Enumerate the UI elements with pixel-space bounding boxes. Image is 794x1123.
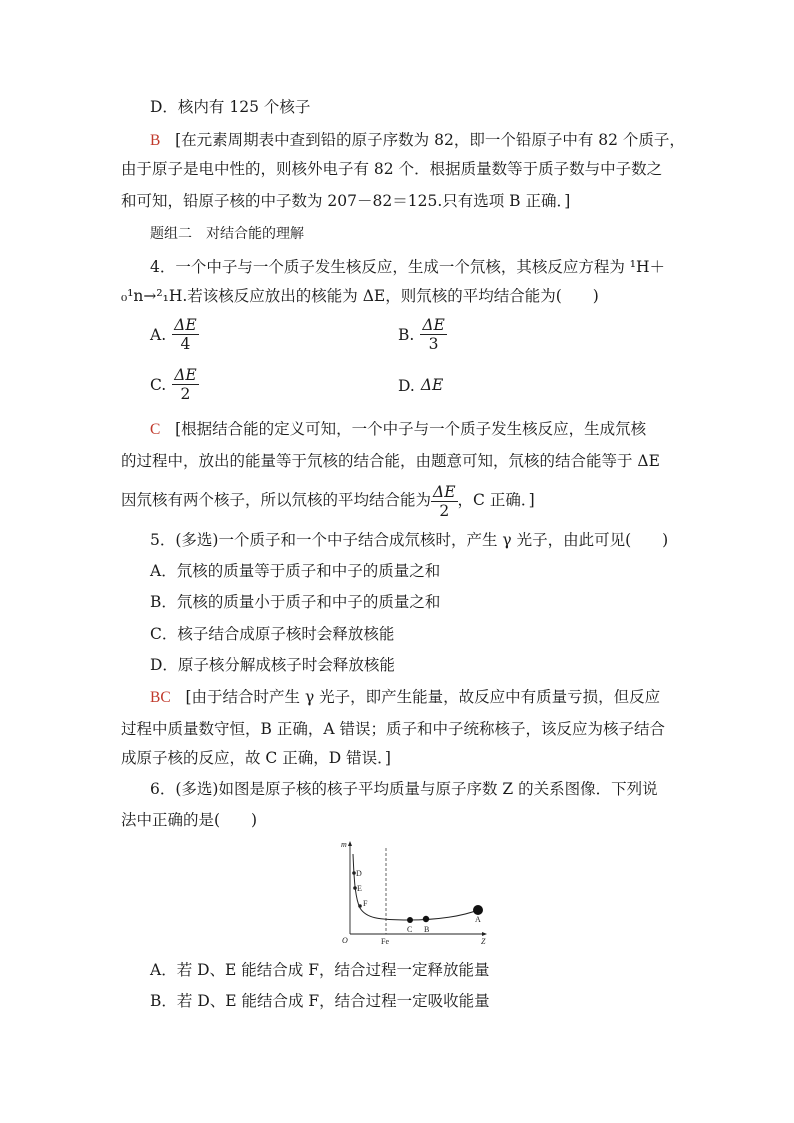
q4-expl-text3b: ，C 正确．] <box>457 491 535 509</box>
q4-expl-fraction <box>431 483 458 520</box>
q4-option-a-label: A. <box>150 325 167 344</box>
fe-label: Fe <box>381 937 389 946</box>
q3-answer-letter: B <box>150 132 161 149</box>
q3-explanation-line3: 和可知，铅原子核的中子数为 207－82＝125.只有选项 B 正确．] <box>121 192 571 210</box>
q5-answer-letter: BC <box>150 689 171 706</box>
q3-explanation-line2: 由于原子是电中性的，则核外电子有 82 个．根据质量数等于质子数与中子数之 <box>121 160 663 178</box>
q5-explanation-line1 <box>150 686 660 709</box>
q4-option-b-num: ΔE <box>422 316 445 334</box>
average-mass-curve <box>353 854 478 920</box>
q4-answer-letter: C <box>150 421 161 438</box>
q5-expl-text1: [由于结合时产生 γ 光子，即产生能量，故反应中有质量亏损，但反应 <box>185 688 661 706</box>
q4-option-b-den: 3 <box>428 335 439 353</box>
label-b: B <box>424 925 430 934</box>
q5-option-b: B．氘核的质量小于质子和中子的质量之和 <box>150 593 441 611</box>
q6-stem-line1: 6．(多选)如图是原子核的核子平均质量与原子序数 Z 的关系图像．下列说 <box>150 780 658 798</box>
point-a <box>473 905 483 915</box>
q4-option-d-label: D. <box>398 377 415 395</box>
q4-option-c-num: ΔE <box>174 366 197 384</box>
q4-option-b-label: B. <box>398 325 415 344</box>
q5-explanation-line3: 成原子核的反应，故 C 正确，D 错误．] <box>121 749 391 767</box>
q4-explanation-line3 <box>121 480 535 520</box>
q4-option-c-den: 2 <box>180 385 191 403</box>
q5-option-c: C．核子结合成原子核时会释放核能 <box>150 625 395 643</box>
point-b <box>423 916 429 922</box>
y-axis-arrow <box>348 841 352 846</box>
q4-explanation-line1 <box>150 418 646 441</box>
q4-option-c-fraction <box>172 366 199 403</box>
label-a: A <box>475 915 481 924</box>
q4-stem-line1: 4．一个中子与一个质子发生核反应，生成一个氘核，其核反应方程为 ¹H＋ <box>150 258 666 276</box>
y-axis-label: m <box>341 840 347 849</box>
x-axis-arrow <box>482 932 487 936</box>
q3-option-d: D．核内有 125 个核子 <box>150 98 311 116</box>
q3-expl-text1: [在元素周期表中查到铅的原子序数为 82，即一个铅原子中有 82 个质子， <box>175 131 685 149</box>
q4-stem-line2: ₀¹n→²₁H.若该核反应放出的核能为 ΔE，则氘核的平均结合能为( ) <box>121 287 599 305</box>
label-e: E <box>357 884 362 893</box>
section-heading-group2: 题组二 对结合能的理解 <box>150 226 304 242</box>
point-c <box>407 917 413 923</box>
q4-option-c <box>150 366 199 403</box>
q4-option-c-label: C. <box>150 375 167 394</box>
q4-expl-text3a: 因氘核有两个核子，所以氘核的平均结合能为 <box>121 491 432 509</box>
q4-option-a-num: ΔE <box>174 316 197 334</box>
q4-expl-text1: [根据结合能的定义可知，一个中子与一个质子发生核反应，生成氘核 <box>175 420 647 438</box>
q4-expl-frac-den: 2 <box>439 501 450 520</box>
q4-option-a-fraction <box>172 316 199 353</box>
q5-option-a: A．氘核的质量等于质子和中子的质量之和 <box>150 562 441 580</box>
q4-expl-frac-num: ΔE <box>433 482 456 501</box>
x-axis-label: Z <box>481 937 486 946</box>
origin-label: O <box>342 936 348 945</box>
q4-option-a <box>150 316 199 353</box>
q5-stem: 5．(多选)一个质子和一个中子结合成氘核时，产生 γ 光子，由此可见( ) <box>150 531 669 549</box>
q4-explanation-line2: 的过程中，放出的能量等于氘核的结合能，由题意可知，氘核的结合能等于 ΔE <box>121 452 660 470</box>
q6-option-b: B．若 D、E 能结合成 F，结合过程一定吸收能量 <box>150 992 490 1010</box>
label-f: F <box>363 899 368 908</box>
q4-option-b-fraction <box>420 316 447 353</box>
point-f <box>358 904 362 908</box>
q4-option-b <box>398 316 447 353</box>
q3-explanation-line1 <box>150 129 685 152</box>
q6-stem-line2: 法中正确的是( ) <box>121 811 258 829</box>
q5-explanation-line2: 过程中质量数守恒，B 正确，A 错误；质子和中子统称核子，该反应为核子结合 <box>121 720 665 738</box>
binding-mass-diagram <box>338 838 488 950</box>
q4-option-d <box>398 376 443 395</box>
label-d: D <box>356 869 362 878</box>
label-c: C <box>407 925 413 934</box>
q5-option-d: D．原子核分解成核子时会释放核能 <box>150 656 395 674</box>
q4-option-a-den: 4 <box>180 335 191 353</box>
q4-option-d-text: ΔE <box>420 376 444 394</box>
q6-option-a: A．若 D、E 能结合成 F，结合过程一定释放能量 <box>150 961 490 979</box>
